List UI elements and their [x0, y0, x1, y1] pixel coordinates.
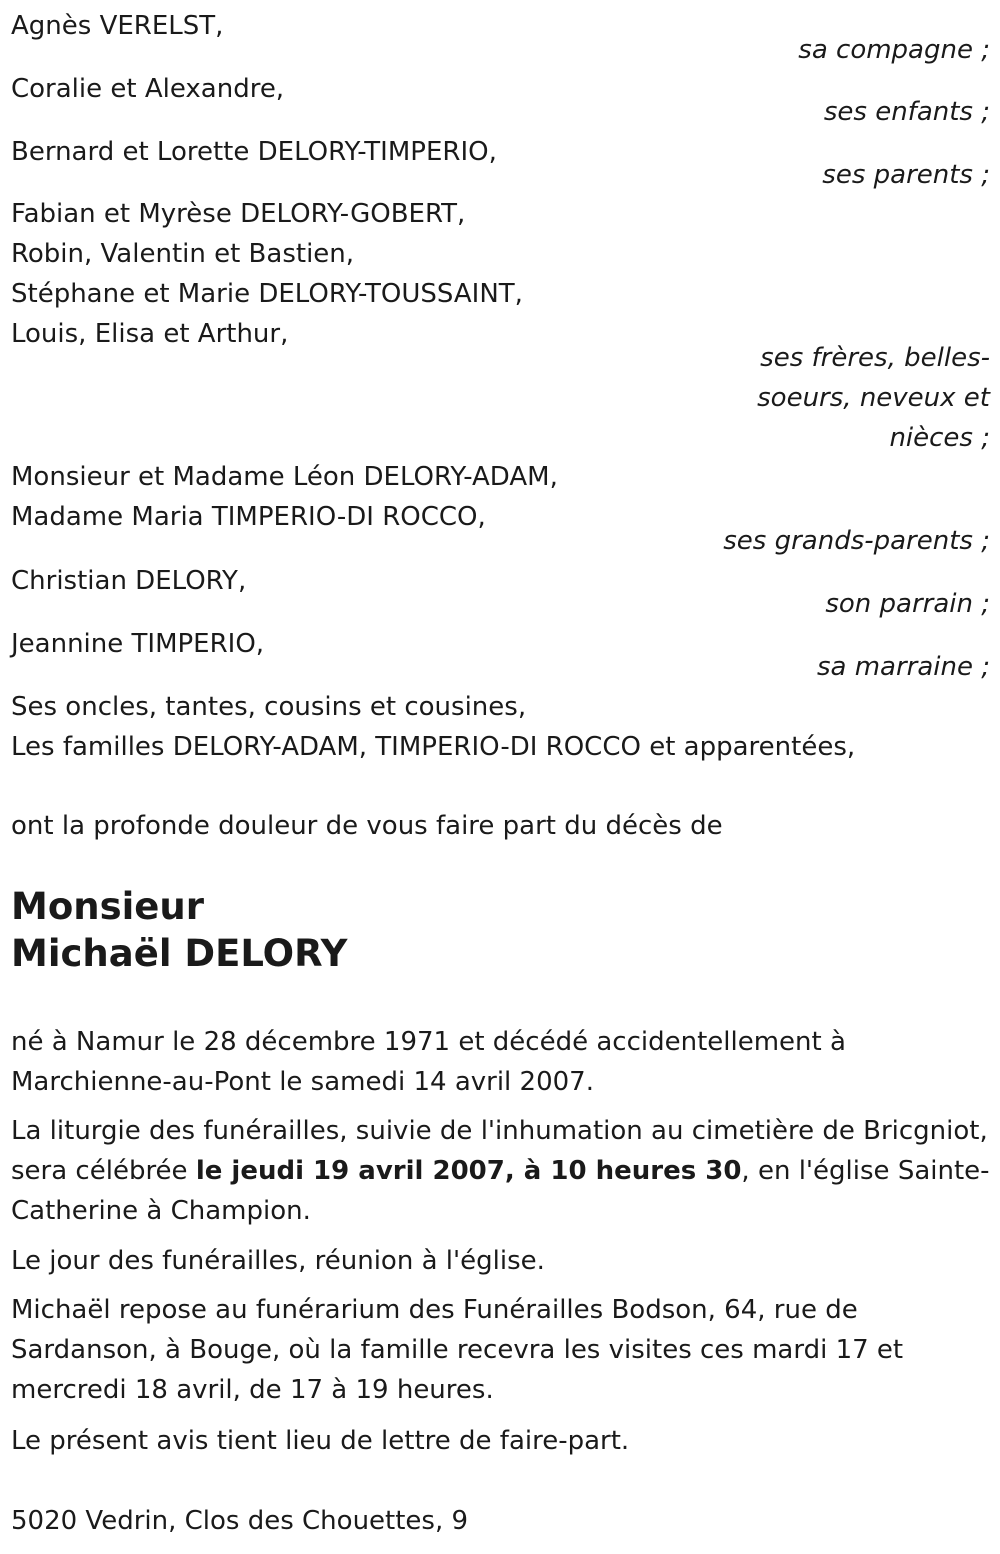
liturgy-paragraph: [11, 1111, 990, 1231]
funerarium-paragraph: Michaël repose au funérarium des Funérailles Bodson, 64, rue de Sardanson, à Bouge, où la famille recevra les visites ces mardi 17 et mercredi 18 avril, de 17 à 19 heures.: [11, 1295, 904, 1405]
extended-family-line: Ses oncles, tantes, cousins et cousines,: [11, 692, 527, 722]
companion-role: sa compagne ;: [798, 35, 990, 65]
parents-names: Bernard et Lorette DELORY-TIMPERIO,: [11, 137, 497, 167]
siblings-role: ses frères, belles-soeurs, neveux et nièces ;: [757, 343, 990, 453]
grandparents-line: Madame Maria TIMPERIO-DI ROCCO,: [11, 502, 486, 532]
siblings-line: Robin, Valentin et Bastien,: [11, 239, 355, 269]
godfather-role: son parrain ;: [825, 589, 990, 619]
deceased-title: Monsieur: [11, 885, 204, 928]
reunion-paragraph: Le jour des funérailles, réunion à l'église.: [11, 1246, 545, 1276]
siblings-line: Fabian et Myrèse DELORY-GOBERT,: [11, 199, 466, 229]
godmother-name: Jeannine TIMPERIO,: [11, 629, 265, 659]
extended-family-block: [11, 687, 990, 767]
address-text: 5020 Vedrin, Clos des Chouettes, 9: [11, 1506, 469, 1536]
children-role: ses enfants ;: [823, 97, 990, 127]
deceased-name: Michaël DELORY: [11, 932, 348, 975]
announcement-text: ont la profonde douleur de vous faire part du décès de: [11, 811, 723, 841]
parents-role: ses parents ;: [822, 160, 990, 190]
godfather-name: Christian DELORY,: [11, 566, 247, 596]
grandparents-line: Monsieur et Madame Léon DELORY-ADAM,: [11, 462, 558, 492]
liturgy-text-after: , en l'église Sainte-Catherine à Champion.: [11, 1156, 990, 1226]
notice-paragraph: Le présent avis tient lieu de lettre de faire-part.: [11, 1426, 630, 1456]
godmother-role: sa marraine ;: [816, 652, 990, 682]
siblings-line: Louis, Elisa et Arthur,: [11, 319, 289, 349]
birth-death-paragraph: né à Namur le 28 décembre 1971 et décédé accidentellement à Marchienne-au-Pont le samedi 14 avril 2007.: [11, 1027, 846, 1097]
liturgy-text-before: La liturgie des funérailles, suivie de l'inhumation au cimetière de Bricgniot, sera célébrée: [11, 1116, 988, 1186]
siblings-line: Stéphane et Marie DELORY-TOUSSAINT,: [11, 279, 523, 309]
extended-family-line: Les familles DELORY-ADAM, TIMPERIO-DI ROCCO et apparentées,: [11, 732, 856, 762]
children-names: Coralie et Alexandre,: [11, 74, 285, 104]
siblings-block: [11, 194, 990, 354]
liturgy-date-time: le jeudi 19 avril 2007, à 10 heures 30: [195, 1156, 742, 1186]
grandparents-role: ses grands-parents ;: [723, 526, 990, 556]
companion-name: Agnès VERELST,: [11, 11, 224, 41]
